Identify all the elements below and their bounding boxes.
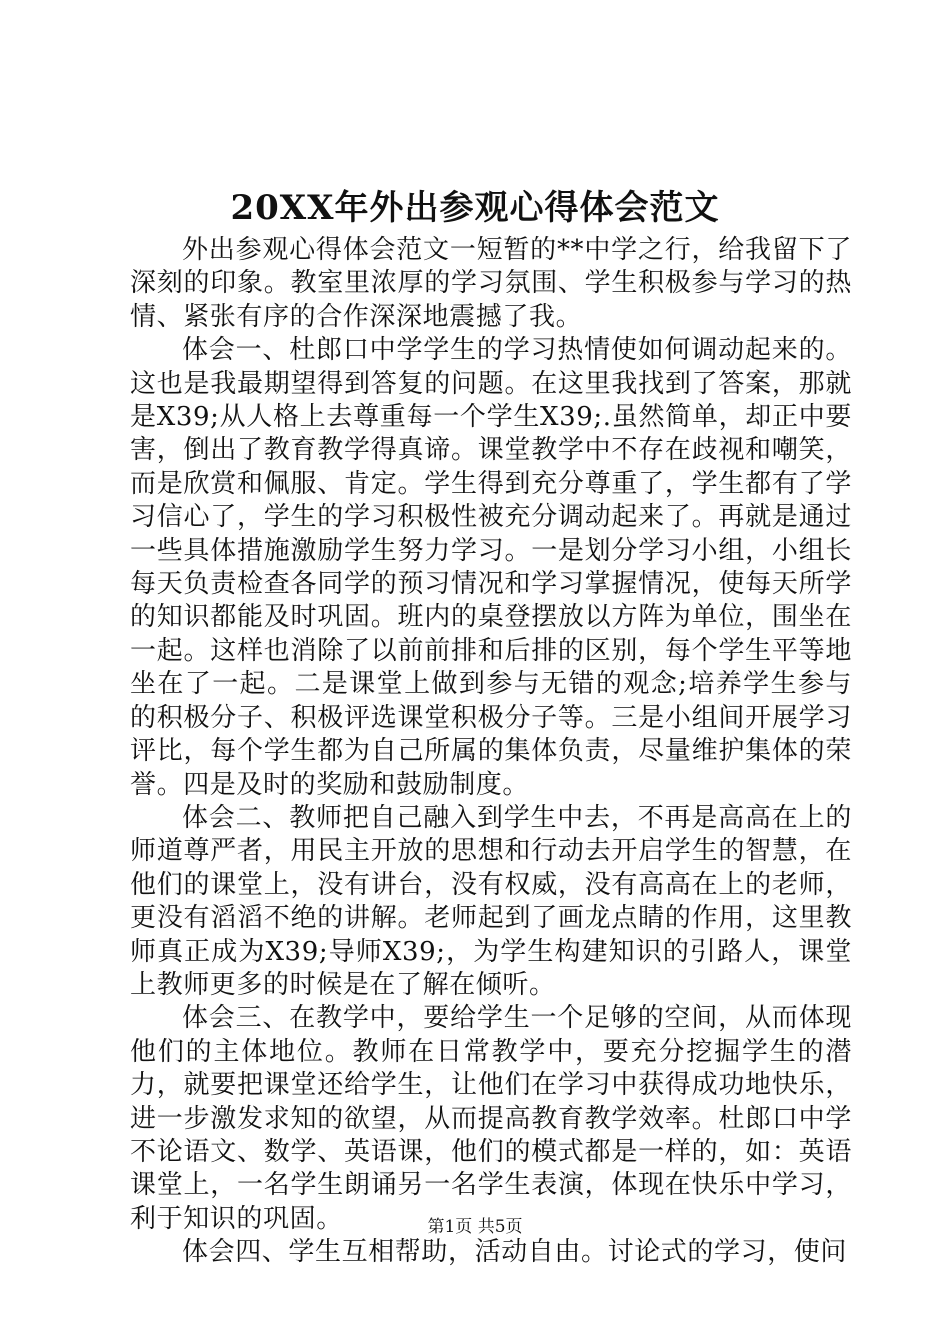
paragraph-insight-4: 体会四、学生互相帮助，活动自由。讨论式的学习，使问 <box>182 1237 848 1268</box>
document-body <box>130 234 852 1270</box>
document-title: 20XX年外出参观心得体会范文 <box>230 188 720 228</box>
paragraph-insight-3: 体会三、在教学中，要给学生一个足够的空间，从而体现他们的主体地位。教师在日常教学中，要充分挖掘学生的潜力，就要把课堂还给学生，让他们在学习中获得成功地快乐，进一步激发求知的欲望，从而提高教育教学效率。杜郎口中学不论语文、数学、英语课，他们的模式都是一样的，如：英语课堂上，一名学生朗诵另一名学生表演，体现在快乐中学习，利于知识的巩固。 <box>130 1003 852 1234</box>
paragraph-intro: 外出参观心得体会范文一短暂的**中学之行，给我留下了深刻的印象。教室里浓厚的学习氛围、学生积极参与学习的热情、紧张有序的合作深深地震撼了我。 <box>130 235 852 332</box>
page-number-footer: 第1页 共5页 <box>427 1217 523 1237</box>
paragraph-insight-2: 体会二、教师把自己融入到学生中去，不再是高高在上的师道尊严者，用民主开放的思想和行动去开启学生的智慧，在他们的课堂上，没有讲台，没有权威，没有高高在上的老师，更没有滔滔不绝的讲解。老师起到了画龙点睛的作用，这里教师真正成为X39;导师X39;，为学生构建知识的引路人，课堂上教师更多的时候是在了解在倾听。 <box>130 802 852 1000</box>
paragraph-insight-1: 体会一、杜郎口中学学生的学习热情使如何调动起来的。这也是我最期望得到答复的问题。在这里我找到了答案，那就是X39;从人格上去尊重每一个学生X39;.虽然简单，却正中要害，倒出了教育教学得真谛。课堂教学中不存在歧视和嘲笑，而是欣赏和佩服、肯定。学生得到充分尊重了，学生都有了学习信心了，学生的学习积极性被充分调动起来了。再就是通过一些具体措施激励学生努力学习。一是划分学习小组，小组长每天负责检查各同学的预习情况和学习掌握情况，使每天所学的知识都能及时巩固。班内的桌登摆放以方阵为单位，围坐在一起。这样也消除了以前前排和后排的区别，每个学生平等地坐在了一起。二是课堂上做到参与无错的观念;培养学生参与的积极分子、积极评选课堂积极分子等。三是小组间开展学习评比，每个学生都为自己所属的集体负责，尽量维护集体的荣誉。四是及时的奖励和鼓励制度。 <box>130 335 852 800</box>
